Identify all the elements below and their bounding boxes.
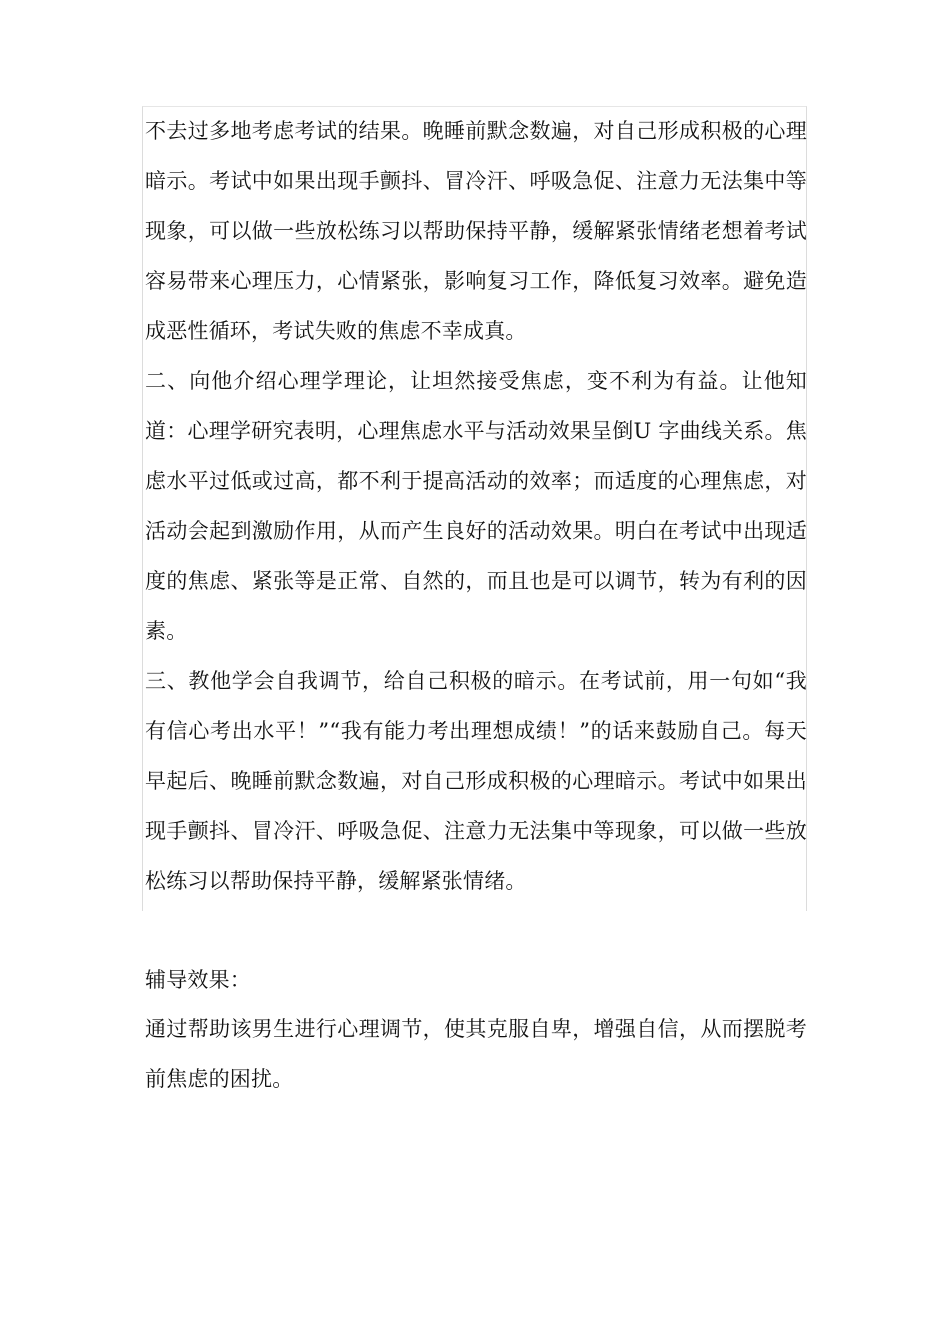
paragraph-continuation: 不去过多地考虑考试的结果。晚睡前默念数遍，对自己形成积极的心理暗示。考试中如果出现手颤抖、冒冷汗、呼吸急促、注意力无法集中等现象，可以做一些放松练习以帮助保持平静，缓解紧张情绪老想着考试容易带来心理压力，心情紧张，影响复习工作，降低复习效率。避免造成恶性循环，考试失败的焦虑不幸成真。 [145, 119, 807, 343]
paragraph-two: 二、向他介绍心理学理论，让坦然接受焦虑，变不利为有益。让他知道：心理学研究表明，心理焦虑水平与活动效果呈倒U 字曲线关系。焦虑水平过低或过高，都不利于提高活动的效率；而适度的心理焦虑，对活动会起到激励作用，从而产生良好的活动效果。明白在考试中出现适度的焦虑、紧张等是正常、自然的，而且也是可以调节，转为有利的因素。 [145, 369, 807, 643]
result-body [145, 1004, 807, 1104]
result-heading-text: 辅导效果： [145, 968, 251, 992]
paragraph-three: 三、教他学会自我调节，给自己积极的暗示。在考试前，用一句如“我有信心考出水平！”“我有能力考出理想成绩！”的话来鼓励自己。每天早起后、晚睡前默念数遍，对自己形成积极的心理暗示。考试中如果出现手颤抖、冒冷汗、呼吸急促、注意力无法集中等现象，可以做一些放松练习以帮助保持平静，缓解紧张情绪。 [145, 669, 807, 893]
main-body [145, 106, 807, 906]
result-heading [145, 955, 807, 1005]
result-paragraph: 通过帮助该男生进行心理调节，使其克服自卑，增强自信，从而摆脱考前焦虑的困扰。 [145, 1017, 807, 1091]
